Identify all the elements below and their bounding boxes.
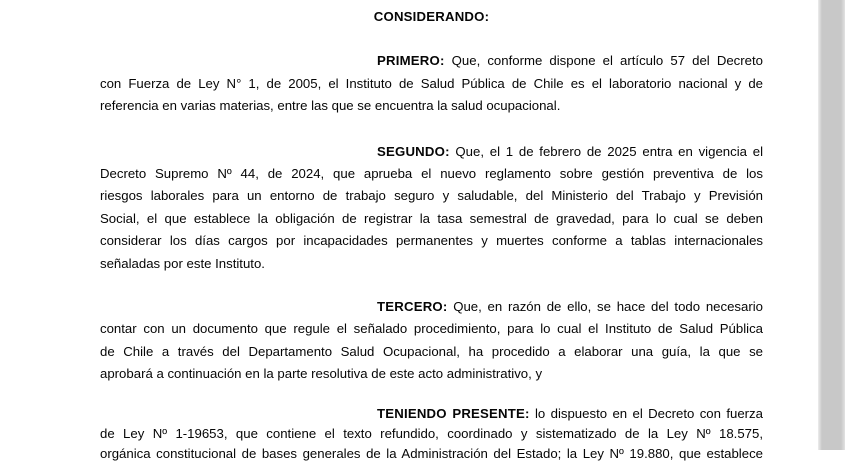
text-line: riesgos laborales para un entorno de trabajo seguro y saludable, del Ministerio del Trabajo y Previsión xyxy=(100,188,763,204)
paragraph-segundo xyxy=(100,141,763,275)
text-line: de Chile a través del Departamento Salud Ocupacional, ha procedido a elaborar una guía, la que se xyxy=(100,343,763,359)
text-line: PRIMERO: Que, conforme dispone el artículo 57 del Decreto xyxy=(377,53,763,69)
text-line: Social, el que establece la obligación de registrar la tasa semestral de gravedad, para lo cual se deben xyxy=(100,210,763,226)
scrollbar[interactable] xyxy=(818,0,845,450)
paragraph-lead: PRIMERO: xyxy=(377,53,445,69)
text-line: referencia en varias materias, entre las que se encuentra la salud ocupacional. xyxy=(100,98,561,114)
text-line: aprobará a continuación en la parte resolutiva de este acto administrativo, y xyxy=(100,366,543,382)
text-line: TENIENDO PRESENTE: lo dispuesto en el Decreto con fuerza xyxy=(377,405,763,421)
text-line: orgánica constitucional de bases generales de la Administración del Estado; la Ley Nº 19.880, que establece xyxy=(100,445,763,461)
paragraphs xyxy=(100,50,763,463)
document-text xyxy=(100,6,763,464)
paragraph-lead: SEGUNDO: xyxy=(377,143,450,159)
paragraph-lead: TERCERO: xyxy=(377,299,448,315)
text-line: con Fuerza de Ley N° 1, de 2005, el Instituto de Salud Pública de Chile es el laboratorio nacional y de xyxy=(100,75,763,91)
text-line: SEGUNDO: Que, el 1 de febrero de 2025 entra en vigencia el xyxy=(377,143,763,159)
text-line: contar con un documento que regule el señalado procedimiento, para lo cual el Instituto de Salud Pública xyxy=(100,321,763,337)
text-line: considerar los días cargos por incapacidades permanentes y muertes conforme a tablas internacionales xyxy=(100,233,763,249)
text-line: TERCERO: Que, en razón de ello, se hace del todo necesario xyxy=(377,299,763,315)
paragraph-lead: TENIENDO PRESENTE: xyxy=(377,405,530,421)
paragraph-teniendo-presente xyxy=(100,404,763,464)
text-line: señaladas por este Instituto. xyxy=(100,255,265,271)
paragraph-tercero xyxy=(100,296,763,386)
text-line: Decreto Supremo Nº 44, de 2024, que aprueba el nuevo reglamento sobre gestión preventiva de los xyxy=(100,166,763,182)
paragraph-primero xyxy=(100,50,763,117)
text-line: de Ley Nº 1-19653, que contiene el texto refundido, coordinado y sistematizado de la Ley Nº 18.575, xyxy=(100,425,763,441)
section-heading: CONSIDERANDO: xyxy=(373,9,490,24)
